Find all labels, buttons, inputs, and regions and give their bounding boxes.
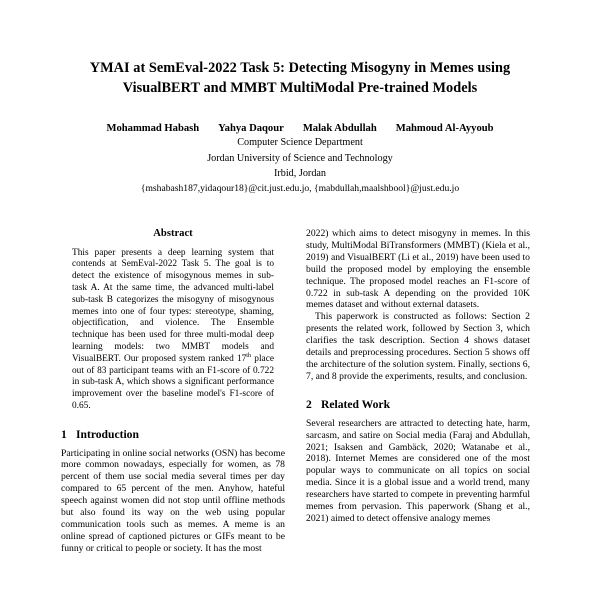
right-column [306, 228, 530, 600]
left-column [61, 228, 285, 600]
affiliation-location: Irbid, Jordan [273, 167, 327, 179]
title-line-1: YMAI at SemEval-2022 Task 5: Detecting Misogyny in Memes using [89, 60, 511, 76]
related-work-paragraph: Several researchers are attracted to detecting hate, harm, sarcasm, and satire on Social media (Faraj and Abdullah, 2021; Isaksen and Gambäck, 2020; Watanabe et al., 2018). Internet Memes are considered one of the most popular ways to communicate on all topics on social media. Since it is a global issue and a world trend, many researchers have started to compete in preventing harmful memes from pervasion. This paperwork (Shang et al., 2021) aimed to detect offensive analogy memes [306, 417, 530, 524]
affiliation-university: Jordan University of Science and Technology [207, 152, 393, 164]
abstract-heading: Abstract [153, 228, 193, 239]
intro-continued-paragraph: 2022) which aims to detect misogyny in memes. In this study, MultiModal BiTransformers (MMBT) (Kiela et al., 2019) and VisualBERT (Li et al., 2019) have been used to build the proposed model by employing the ensemble technique. The proposed model reaches an F1-score of 0.722 in sub-task A depending on the provided 10K memes dataset and without external datasets. [306, 228, 530, 311]
abstract-text-part-1: This paper presents a deep learning system that contends at SemEval-2022 Task 5. The goal is to detect the existence of misogynous memes in sub-task A. At the same time, the advanced multi-label sub-task B categorizes the misogyny of misogynous memes into one of four types: stereotype, shaming, objectification, and violence. The Ensemble technique has been used for three multi-modal deep learning models: two MMBT models and VisualBERT. Our proposed system ranked 17 [72, 247, 274, 364]
author-list [0, 122, 600, 136]
author-name: Mahmoud Al-Ayyoub [395, 122, 494, 134]
authors-block [0, 122, 600, 196]
section-heading-related-work [306, 398, 530, 412]
author-name: Yahya Daqour [218, 122, 284, 134]
author-name: Malak Abdullah [302, 122, 377, 134]
abstract-text-part-2: place out of 83 participant teams with an F1-score of 0.722 in sub-task A, which shows a significant performance improvement over the baseline model's F1-score of 0.65. [72, 353, 275, 411]
title-block [0, 0, 600, 99]
section-title: Related Work [321, 397, 391, 411]
abstract-text [72, 248, 274, 413]
introduction-paragraph: Participating in online social networks (OSN) has become more common nowadays, especially for women, as 78 percent of them use social media several times per day compared to 65 percent of the men. Anyhow, hateful speech against women did not stop until offline methods but also found its way on the web using popular communication tools such as memes. A meme is an online spread of captioned pictures or GIFs meant to be funny or critical to people or society. It has the most [61, 447, 285, 554]
body-columns [0, 228, 600, 600]
abstract-ordinal-suffix: th [246, 352, 252, 359]
section-number: 1 [61, 427, 67, 441]
author-name: Mohammad Habash [106, 122, 200, 134]
section-title: Introduction [76, 427, 139, 441]
affiliation-department: Computer Science Department [237, 137, 363, 149]
paper-structure-paragraph: This paperwork is constructed as follows: Section 2 presents the related work, followed by Section 3, which clarifies the task description. Section 4 shows dataset details and preprocessing procedures. Section 5 shows off the architecture of the solution system. Finally, sections 6, 7, and 8 provide the experiments, results, and conclusion. [306, 311, 530, 382]
section-heading-introduction [61, 428, 285, 442]
page-title [62, 58, 538, 99]
section-number: 2 [306, 397, 312, 411]
author-emails: {mshabash187,yidaqour18}@cit.just.edu.jo, {mabdullah,maalshbool}@just.edu.jo [140, 183, 460, 195]
title-line-2: VisualBERT and MMBT MultiModal Pre-trained Models [122, 80, 478, 97]
